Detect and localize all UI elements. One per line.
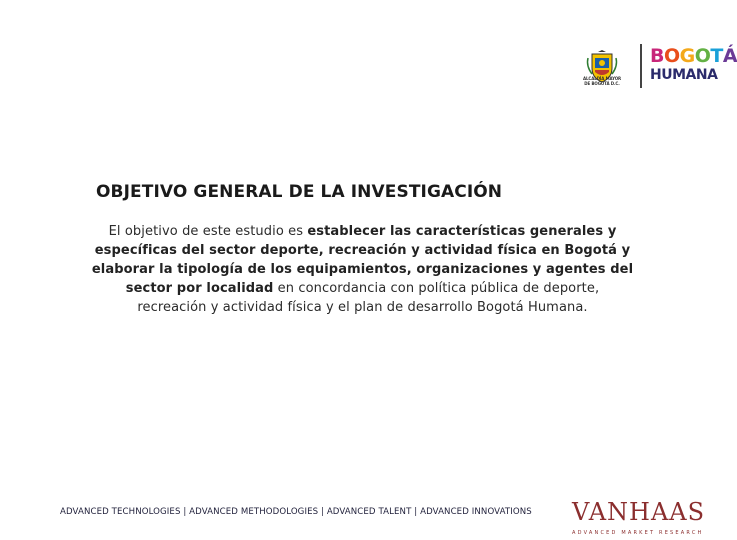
- objective-paragraph: [90, 222, 635, 317]
- vanhaas-tagline: ADVANCED MARKET RESEARCH: [572, 530, 704, 536]
- bogota-logo-subtitle: HUMANA: [650, 67, 718, 83]
- logo-letter: G: [679, 45, 695, 67]
- logo-letter: O: [694, 45, 711, 67]
- paragraph-emphasis: establecer las características generales y específicas del sector deporte, recreación y actividad física en Bogotá y elaborar la tipología de los equipamientos, organizaciones y agentes del sector por localidad: [91, 224, 634, 296]
- paragraph-text: en concordancia con política pública de deporte, recreación y actividad física y el plan de desarrollo Bogotá Humana.: [137, 281, 600, 315]
- page-title: OBJETIVO GENERAL DE LA INVESTIGACIÓN: [96, 182, 503, 202]
- paragraph-text: El objetivo de este estudio es: [108, 224, 308, 239]
- vanhaas-logo: [566, 498, 706, 540]
- logo-letter: Á: [722, 45, 737, 67]
- bogota-logo-title: [650, 46, 737, 66]
- seal-caption: ALCALDÍA MAYOR DE BOGOTÁ D.C.: [582, 76, 622, 86]
- footer-tagline: ADVANCED TECHNOLOGIES | ADVANCED METHODOLOGIES | ADVANCED TALENT | ADVANCED INNOVATIONS: [60, 507, 532, 517]
- vanhaas-wordmark: VANHAAS: [572, 498, 706, 526]
- logo-letter: T: [710, 45, 723, 67]
- logo-letter: B: [650, 45, 664, 67]
- header-logos: [580, 42, 737, 92]
- logo-divider: [640, 44, 642, 88]
- logo-letter: O: [663, 45, 680, 67]
